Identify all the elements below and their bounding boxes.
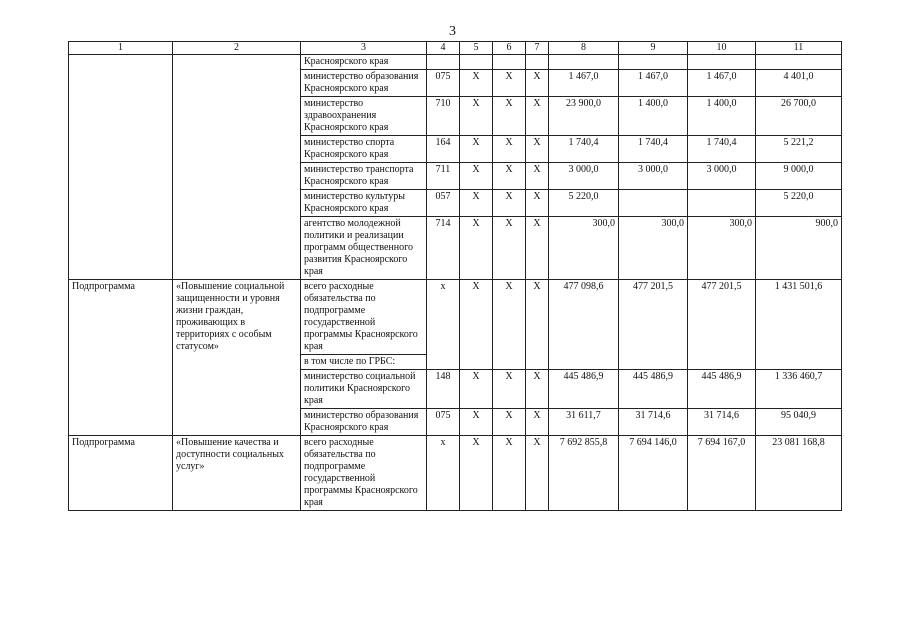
cell-x: Х — [493, 217, 526, 280]
cell-value-total: 900,0 — [756, 217, 842, 280]
cell — [756, 55, 842, 70]
cell-x: Х — [526, 70, 549, 97]
cell-x: Х — [460, 190, 493, 217]
column-number-row — [69, 42, 842, 55]
cell-value-year1: 1 740,4 — [549, 136, 619, 163]
cell-value-year1: 5 220,0 — [549, 190, 619, 217]
cell-value-year2: 445 486,9 — [619, 370, 688, 409]
cell-x: Х — [526, 190, 549, 217]
column-number: 11 — [756, 42, 842, 55]
page-number: 3 — [449, 24, 456, 39]
cell-subprogram-name: «Повышение социальной защищенности и уровня жизни граждан, проживающих в территориях с особым статусом» — [173, 280, 301, 436]
cell-value-year3: 1 467,0 — [688, 70, 756, 97]
cell-value-total: 9 000,0 — [756, 163, 842, 190]
cell-value-year3: 31 714,6 — [688, 409, 756, 436]
column-number: 2 — [173, 42, 301, 55]
cell-code: 164 — [427, 136, 460, 163]
cell-x: Х — [526, 370, 549, 409]
cell-value-total: 5 221,2 — [756, 136, 842, 163]
cell-incl-grbs: в том числе по ГРБС: — [301, 355, 427, 370]
cell-code: 711 — [427, 163, 460, 190]
cell-value-year1: 477 098,6 — [549, 280, 619, 370]
cell-value-year2: 1 740,4 — [619, 136, 688, 163]
cell-x: Х — [460, 217, 493, 280]
cell-x: Х — [526, 163, 549, 190]
cell-value-year1: 3 000,0 — [549, 163, 619, 190]
cell-grbs: агентство молодежной политики и реализации программ общественного развития Красноярского края — [301, 217, 427, 280]
cell-value-year3: 1 740,4 — [688, 136, 756, 163]
cell — [526, 55, 549, 70]
cell — [460, 55, 493, 70]
cell-value-year3: 300,0 — [688, 217, 756, 280]
cell-value-year2: 7 694 146,0 — [619, 436, 688, 511]
cell-x: Х — [460, 436, 493, 511]
column-number: 6 — [493, 42, 526, 55]
cell-x: Х — [526, 217, 549, 280]
cell-code: 075 — [427, 409, 460, 436]
cell-code: х — [427, 436, 460, 511]
cell-x: Х — [493, 163, 526, 190]
cell-x: Х — [493, 436, 526, 511]
cell-grbs: всего расходные обязательства по подпрограмме государственной программы Красноярского края — [301, 436, 427, 511]
column-number: 4 — [427, 42, 460, 55]
cell-value-year1: 445 486,9 — [549, 370, 619, 409]
column-number: 7 — [526, 42, 549, 55]
budget-table — [68, 41, 842, 511]
column-number: 5 — [460, 42, 493, 55]
cell-x: Х — [526, 97, 549, 136]
cell-code: 148 — [427, 370, 460, 409]
cell-code: 710 — [427, 97, 460, 136]
column-number: 9 — [619, 42, 688, 55]
cell-x: Х — [526, 136, 549, 163]
cell-subprogram-label: Подпрограмма — [69, 436, 173, 511]
cell-grbs: министерство здравоохранения Красноярского края — [301, 97, 427, 136]
cell-x: Х — [526, 436, 549, 511]
cell-value-year1: 23 900,0 — [549, 97, 619, 136]
cell-value-total: 4 401,0 — [756, 70, 842, 97]
cell-grbs: министерство образования Красноярского края — [301, 70, 427, 97]
cell-value-total: 1 336 460,7 — [756, 370, 842, 409]
cell-value-year3: 445 486,9 — [688, 370, 756, 409]
cell — [619, 55, 688, 70]
cell-grbs: министерство спорта Красноярского края — [301, 136, 427, 163]
cell-col1-empty — [69, 55, 173, 280]
cell-x: Х — [493, 370, 526, 409]
cell-value-year2: 1 467,0 — [619, 70, 688, 97]
cell — [688, 55, 756, 70]
cell-value-total: 95 040,9 — [756, 409, 842, 436]
cell-grbs: министерство транспорта Красноярского края — [301, 163, 427, 190]
cell-value-year2: 1 400,0 — [619, 97, 688, 136]
cell-x: Х — [493, 70, 526, 97]
cell-x: Х — [493, 190, 526, 217]
cell-value-year3: 1 400,0 — [688, 97, 756, 136]
cell-grbs: Красноярского края — [301, 55, 427, 70]
cell-x: Х — [460, 409, 493, 436]
cell-x: Х — [493, 409, 526, 436]
column-number: 3 — [301, 42, 427, 55]
cell-x: Х — [526, 409, 549, 436]
cell-code — [427, 55, 460, 70]
cell-value-year2: 31 714,6 — [619, 409, 688, 436]
table-row — [69, 55, 842, 70]
subprogram-total-row — [69, 280, 842, 355]
subprogram-total-row — [69, 436, 842, 511]
column-number: 1 — [69, 42, 173, 55]
cell-subprogram-name: «Повышение качества и доступности социальных услуг» — [173, 436, 301, 511]
cell-x: Х — [460, 70, 493, 97]
cell-value-year2: 3 000,0 — [619, 163, 688, 190]
cell-x: Х — [460, 136, 493, 163]
cell-grbs: министерство образования Красноярского края — [301, 409, 427, 436]
cell-x: Х — [493, 97, 526, 136]
cell-value-year2: 300,0 — [619, 217, 688, 280]
cell-x: Х — [493, 280, 526, 370]
cell-x: Х — [460, 370, 493, 409]
cell-code: 075 — [427, 70, 460, 97]
cell-value-year2 — [619, 190, 688, 217]
cell-code: х — [427, 280, 460, 370]
cell-grbs: всего расходные обязательства по подпрограмме государственной программы Красноярского края — [301, 280, 427, 355]
cell-x: Х — [460, 280, 493, 370]
cell-value-year1: 300,0 — [549, 217, 619, 280]
cell-code: 057 — [427, 190, 460, 217]
column-number: 10 — [688, 42, 756, 55]
cell-grbs: министерство социальной политики Красноярского края — [301, 370, 427, 409]
cell-value-year1: 31 611,7 — [549, 409, 619, 436]
cell-value-year3: 7 694 167,0 — [688, 436, 756, 511]
cell-grbs: министерство культуры Красноярского края — [301, 190, 427, 217]
cell-value-year1: 1 467,0 — [549, 70, 619, 97]
cell — [549, 55, 619, 70]
cell-value-total: 1 431 501,6 — [756, 280, 842, 370]
cell-x: Х — [460, 163, 493, 190]
cell-value-year3: 3 000,0 — [688, 163, 756, 190]
cell — [493, 55, 526, 70]
cell-value-total: 26 700,0 — [756, 97, 842, 136]
cell-x: Х — [460, 97, 493, 136]
cell-x: Х — [493, 136, 526, 163]
cell-value-year2: 477 201,5 — [619, 280, 688, 370]
cell-col2-empty — [173, 55, 301, 280]
column-number: 8 — [549, 42, 619, 55]
cell-code: 714 — [427, 217, 460, 280]
cell-value-year3 — [688, 190, 756, 217]
cell-value-total: 23 081 168,8 — [756, 436, 842, 511]
cell-x: Х — [526, 280, 549, 370]
cell-value-year1: 7 692 855,8 — [549, 436, 619, 511]
cell-subprogram-label: Подпрограмма — [69, 280, 173, 436]
cell-value-total: 5 220,0 — [756, 190, 842, 217]
cell-value-year3: 477 201,5 — [688, 280, 756, 370]
